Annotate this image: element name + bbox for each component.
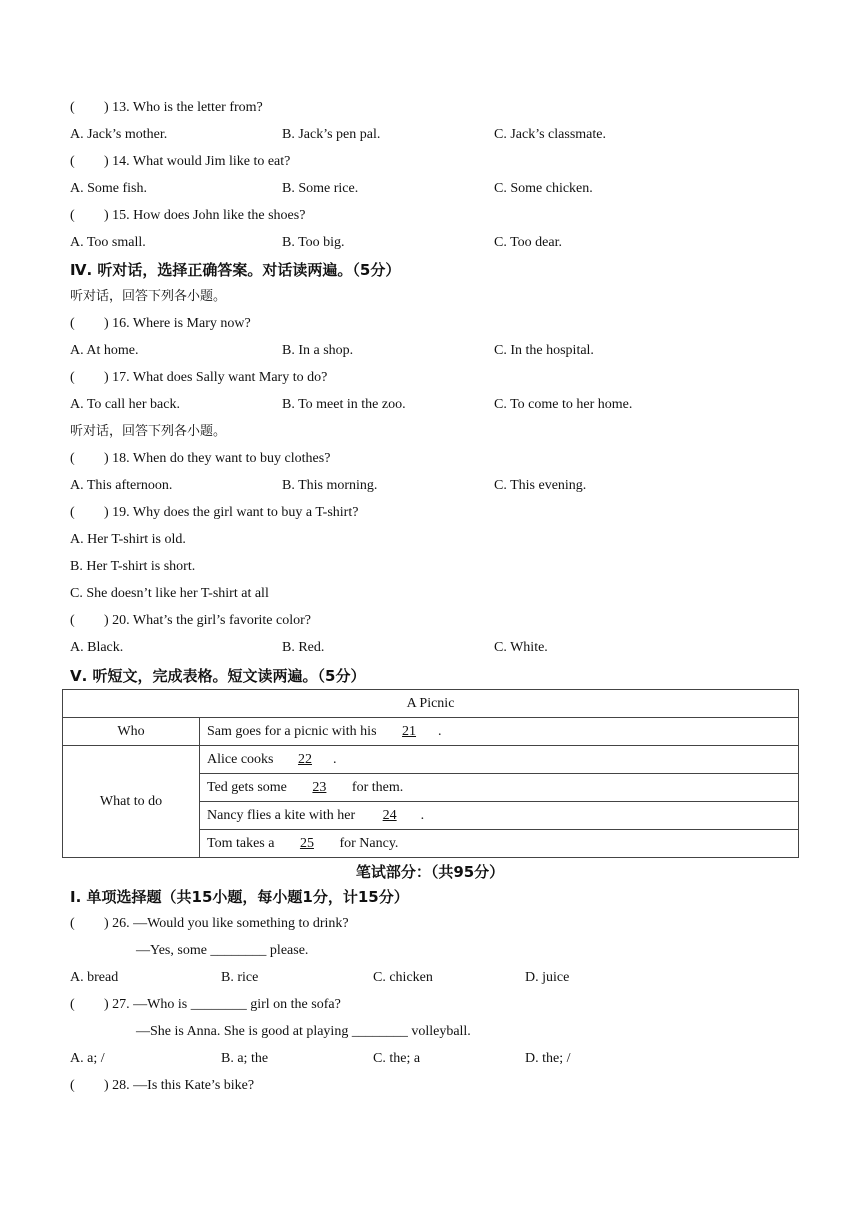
table-cell: Ted gets some 23 for them. xyxy=(200,774,799,802)
question-27 xyxy=(70,996,341,1014)
question-text: ) 20. What’s the girl’s favorite color? xyxy=(104,613,311,628)
option-c: C. She doesn’t like her T-shirt at all xyxy=(70,586,269,601)
option-a: A. Jack’s mother. xyxy=(70,127,168,142)
option-b: B. rice xyxy=(221,970,259,985)
question-17 xyxy=(70,369,327,387)
option-d: D. the; / xyxy=(525,1051,571,1066)
option-b: B. Too big. xyxy=(282,235,345,250)
blank-23[interactable]: 23 xyxy=(312,779,327,795)
question-text: ) 18. When do they want to buy clothes? xyxy=(104,451,331,466)
option-a: A. Some fish. xyxy=(70,181,147,196)
question-text: ) 15. How does John like the shoes? xyxy=(104,208,306,223)
answer-paren[interactable]: ( xyxy=(70,154,75,169)
who-label: Who xyxy=(63,718,200,746)
question-19 xyxy=(70,504,358,522)
option-a: A. At home. xyxy=(70,343,139,358)
section-note: 听对话，回答下列各小题。 xyxy=(70,424,227,439)
option-b: B. To meet in the zoo. xyxy=(282,397,406,412)
question-text: ) 14. What would Jim like to eat? xyxy=(104,154,291,169)
option-c: C. In the hospital. xyxy=(494,343,594,358)
table-cell: Alice cooks 22 . xyxy=(200,746,799,774)
question-text: ) 26. —Would you like something to drink? xyxy=(104,916,349,931)
section-note: 听对话，回答下列各小题。 xyxy=(70,289,227,304)
option-c: C. the; a xyxy=(373,1051,421,1066)
option-b: B. Red. xyxy=(282,640,325,655)
table-title: A Picnic xyxy=(63,690,799,718)
table-cell: Sam goes for a picnic with his 21 . xyxy=(200,718,799,746)
option-b: B. Jack’s pen pal. xyxy=(282,127,381,142)
section-5-title: Ⅴ. 听短文，完成表格。短文读两遍。（5分） xyxy=(70,667,366,685)
option-b: B. Her T-shirt is short. xyxy=(70,559,196,574)
answer-paren[interactable]: ( xyxy=(70,451,75,466)
option-b: B. a; the xyxy=(221,1051,269,1066)
answer-paren[interactable]: ( xyxy=(70,100,75,115)
question-18 xyxy=(70,450,330,468)
option-c: C. chicken xyxy=(373,970,433,985)
section-1-title: Ⅰ. 单项选择题（共15小题，每小题1分，计15分） xyxy=(70,888,409,906)
question-16 xyxy=(70,315,251,333)
option-c: C. To come to her home. xyxy=(494,397,633,412)
option-b: B. In a shop. xyxy=(282,343,354,358)
option-b: B. This morning. xyxy=(282,478,378,493)
question-26-reply: —Yes, some ________ please. xyxy=(136,943,309,958)
section-4-title: Ⅳ. 听对话，选择正确答案。对话读两遍。（5分） xyxy=(70,261,401,279)
answer-paren[interactable]: ( xyxy=(70,1078,75,1093)
option-c: C. This evening. xyxy=(494,478,587,493)
written-part-title: 笔试部分：（共95分） xyxy=(355,863,505,881)
question-28 xyxy=(70,1077,254,1095)
option-c: C. Jack’s classmate. xyxy=(494,127,606,142)
option-a: A. This afternoon. xyxy=(70,478,173,493)
blank-21[interactable]: 21 xyxy=(402,723,417,739)
answer-paren[interactable]: ( xyxy=(70,370,75,385)
option-c: C. Some chicken. xyxy=(494,181,593,196)
table-cell: Nancy flies a kite with her 24 . xyxy=(200,802,799,830)
option-b: B. Some rice. xyxy=(282,181,359,196)
option-c: C. White. xyxy=(494,640,548,655)
question-20 xyxy=(70,612,311,630)
question-text: ) 27. —Who is ________ girl on the sofa? xyxy=(104,997,341,1012)
what-to-do-label: What to do xyxy=(63,746,200,858)
question-text: ) 19. Why does the girl want to buy a T-shirt? xyxy=(104,505,359,520)
option-a: A. bread xyxy=(70,970,119,985)
option-a: A. Black. xyxy=(70,640,124,655)
picnic-table xyxy=(62,689,799,858)
question-text: ) 16. Where is Mary now? xyxy=(104,316,251,331)
answer-paren[interactable]: ( xyxy=(70,505,75,520)
answer-paren[interactable]: ( xyxy=(70,316,75,331)
question-27-reply: —She is Anna. She is good at playing ________ volleyball. xyxy=(136,1024,471,1039)
question-14 xyxy=(70,153,290,171)
answer-paren[interactable]: ( xyxy=(70,916,75,931)
answer-paren[interactable]: ( xyxy=(70,997,75,1012)
option-a: A. a; / xyxy=(70,1051,105,1066)
blank-22[interactable]: 22 xyxy=(297,751,312,767)
option-a: A. To call her back. xyxy=(70,397,180,412)
answer-paren[interactable]: ( xyxy=(70,613,75,628)
question-text: ) 13. Who is the letter from? xyxy=(104,100,263,115)
option-a: A. Her T-shirt is old. xyxy=(70,532,186,547)
option-c: C. Too dear. xyxy=(494,235,562,250)
table-cell: Tom takes a 25 for Nancy. xyxy=(200,830,799,858)
question-15 xyxy=(70,207,305,225)
question-26 xyxy=(70,915,349,933)
blank-24[interactable]: 24 xyxy=(382,807,397,823)
option-d: D. juice xyxy=(525,970,570,985)
question-text: ) 17. What does Sally want Mary to do? xyxy=(104,370,328,385)
blank-25[interactable]: 25 xyxy=(299,835,314,851)
question-13 xyxy=(70,99,263,117)
option-a: A. Too small. xyxy=(70,235,146,250)
question-text: ) 28. —Is this Kate’s bike? xyxy=(104,1078,255,1093)
answer-paren[interactable]: ( xyxy=(70,208,75,223)
